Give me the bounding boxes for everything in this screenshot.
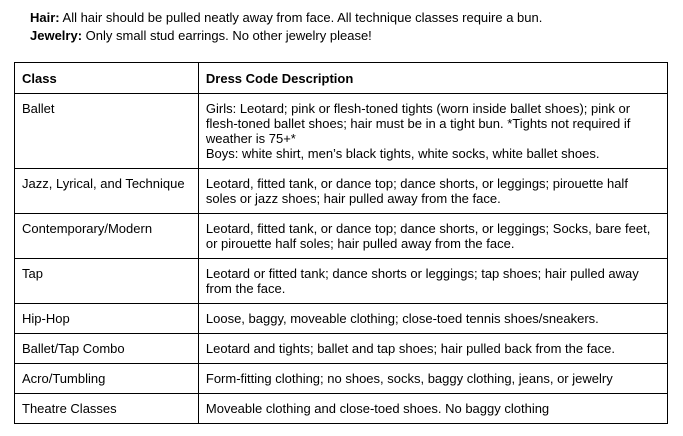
jewelry-label: Jewelry: xyxy=(30,28,83,43)
class-cell: Theatre Classes xyxy=(15,394,199,424)
description-cell xyxy=(198,94,667,169)
class-cell: Hip-Hop xyxy=(15,304,199,334)
description-girls: Girls: Leotard; pink or flesh-toned tights (worn inside ballet shoes); pink or flesh-toned ballet shoes; hair must be in a tight bun. *Tights not required if weather is 75+* xyxy=(205,101,631,146)
description-cell: Leotard, fitted tank, or dance top; dance shorts, or leggings; Socks, bare feet, or pirouette half soles; hair pulled away from the face. xyxy=(198,214,667,259)
description-cell: Form-fitting clothing; no shoes, socks, baggy clothing, jeans, or jewelry xyxy=(198,364,667,394)
description-cell: Moveable clothing and close-toed shoes. No baggy clothing xyxy=(198,394,667,424)
class-cell: Acro/Tumbling xyxy=(15,364,199,394)
table-row xyxy=(15,94,668,169)
description-cell: Loose, baggy, moveable clothing; close-toed tennis shoes/sneakers. xyxy=(198,304,667,334)
description-cell: Leotard, fitted tank, or dance top; dance shorts, or leggings; pirouette half soles or jazz shoes; hair pulled away from the face. xyxy=(198,169,667,214)
table-row xyxy=(15,394,668,424)
table-row xyxy=(15,259,668,304)
table-row xyxy=(15,214,668,259)
table-row xyxy=(15,334,668,364)
hair-label: Hair: xyxy=(30,10,60,25)
class-cell: Ballet/Tap Combo xyxy=(15,334,199,364)
table-row xyxy=(15,364,668,394)
jewelry-note xyxy=(30,27,542,45)
hair-text: All hair should be pulled neatly away from face. All technique classes require a bun. xyxy=(59,10,543,25)
column-header-description: Dress Code Description xyxy=(198,63,667,94)
dress-code-notes xyxy=(30,9,542,45)
table-row xyxy=(15,169,668,214)
table-header-row xyxy=(15,63,668,94)
column-header-class: Class xyxy=(15,63,199,94)
description-boys: Boys: white shirt, men’s black tights, white socks, white ballet shoes. xyxy=(205,146,600,161)
class-cell: Tap xyxy=(15,259,199,304)
jewelry-text: Only small stud earrings. No other jewelry please! xyxy=(82,28,372,43)
class-cell: Jazz, Lyrical, and Technique xyxy=(15,169,199,214)
class-cell: Contemporary/Modern xyxy=(15,214,199,259)
class-cell: Ballet xyxy=(15,94,199,169)
description-cell: Leotard or fitted tank; dance shorts or leggings; tap shoes; hair pulled away from the face. xyxy=(198,259,667,304)
hair-note xyxy=(30,9,542,27)
description-cell: Leotard and tights; ballet and tap shoes; hair pulled back from the face. xyxy=(198,334,667,364)
table-row xyxy=(15,304,668,334)
dress-code-table xyxy=(14,62,668,424)
